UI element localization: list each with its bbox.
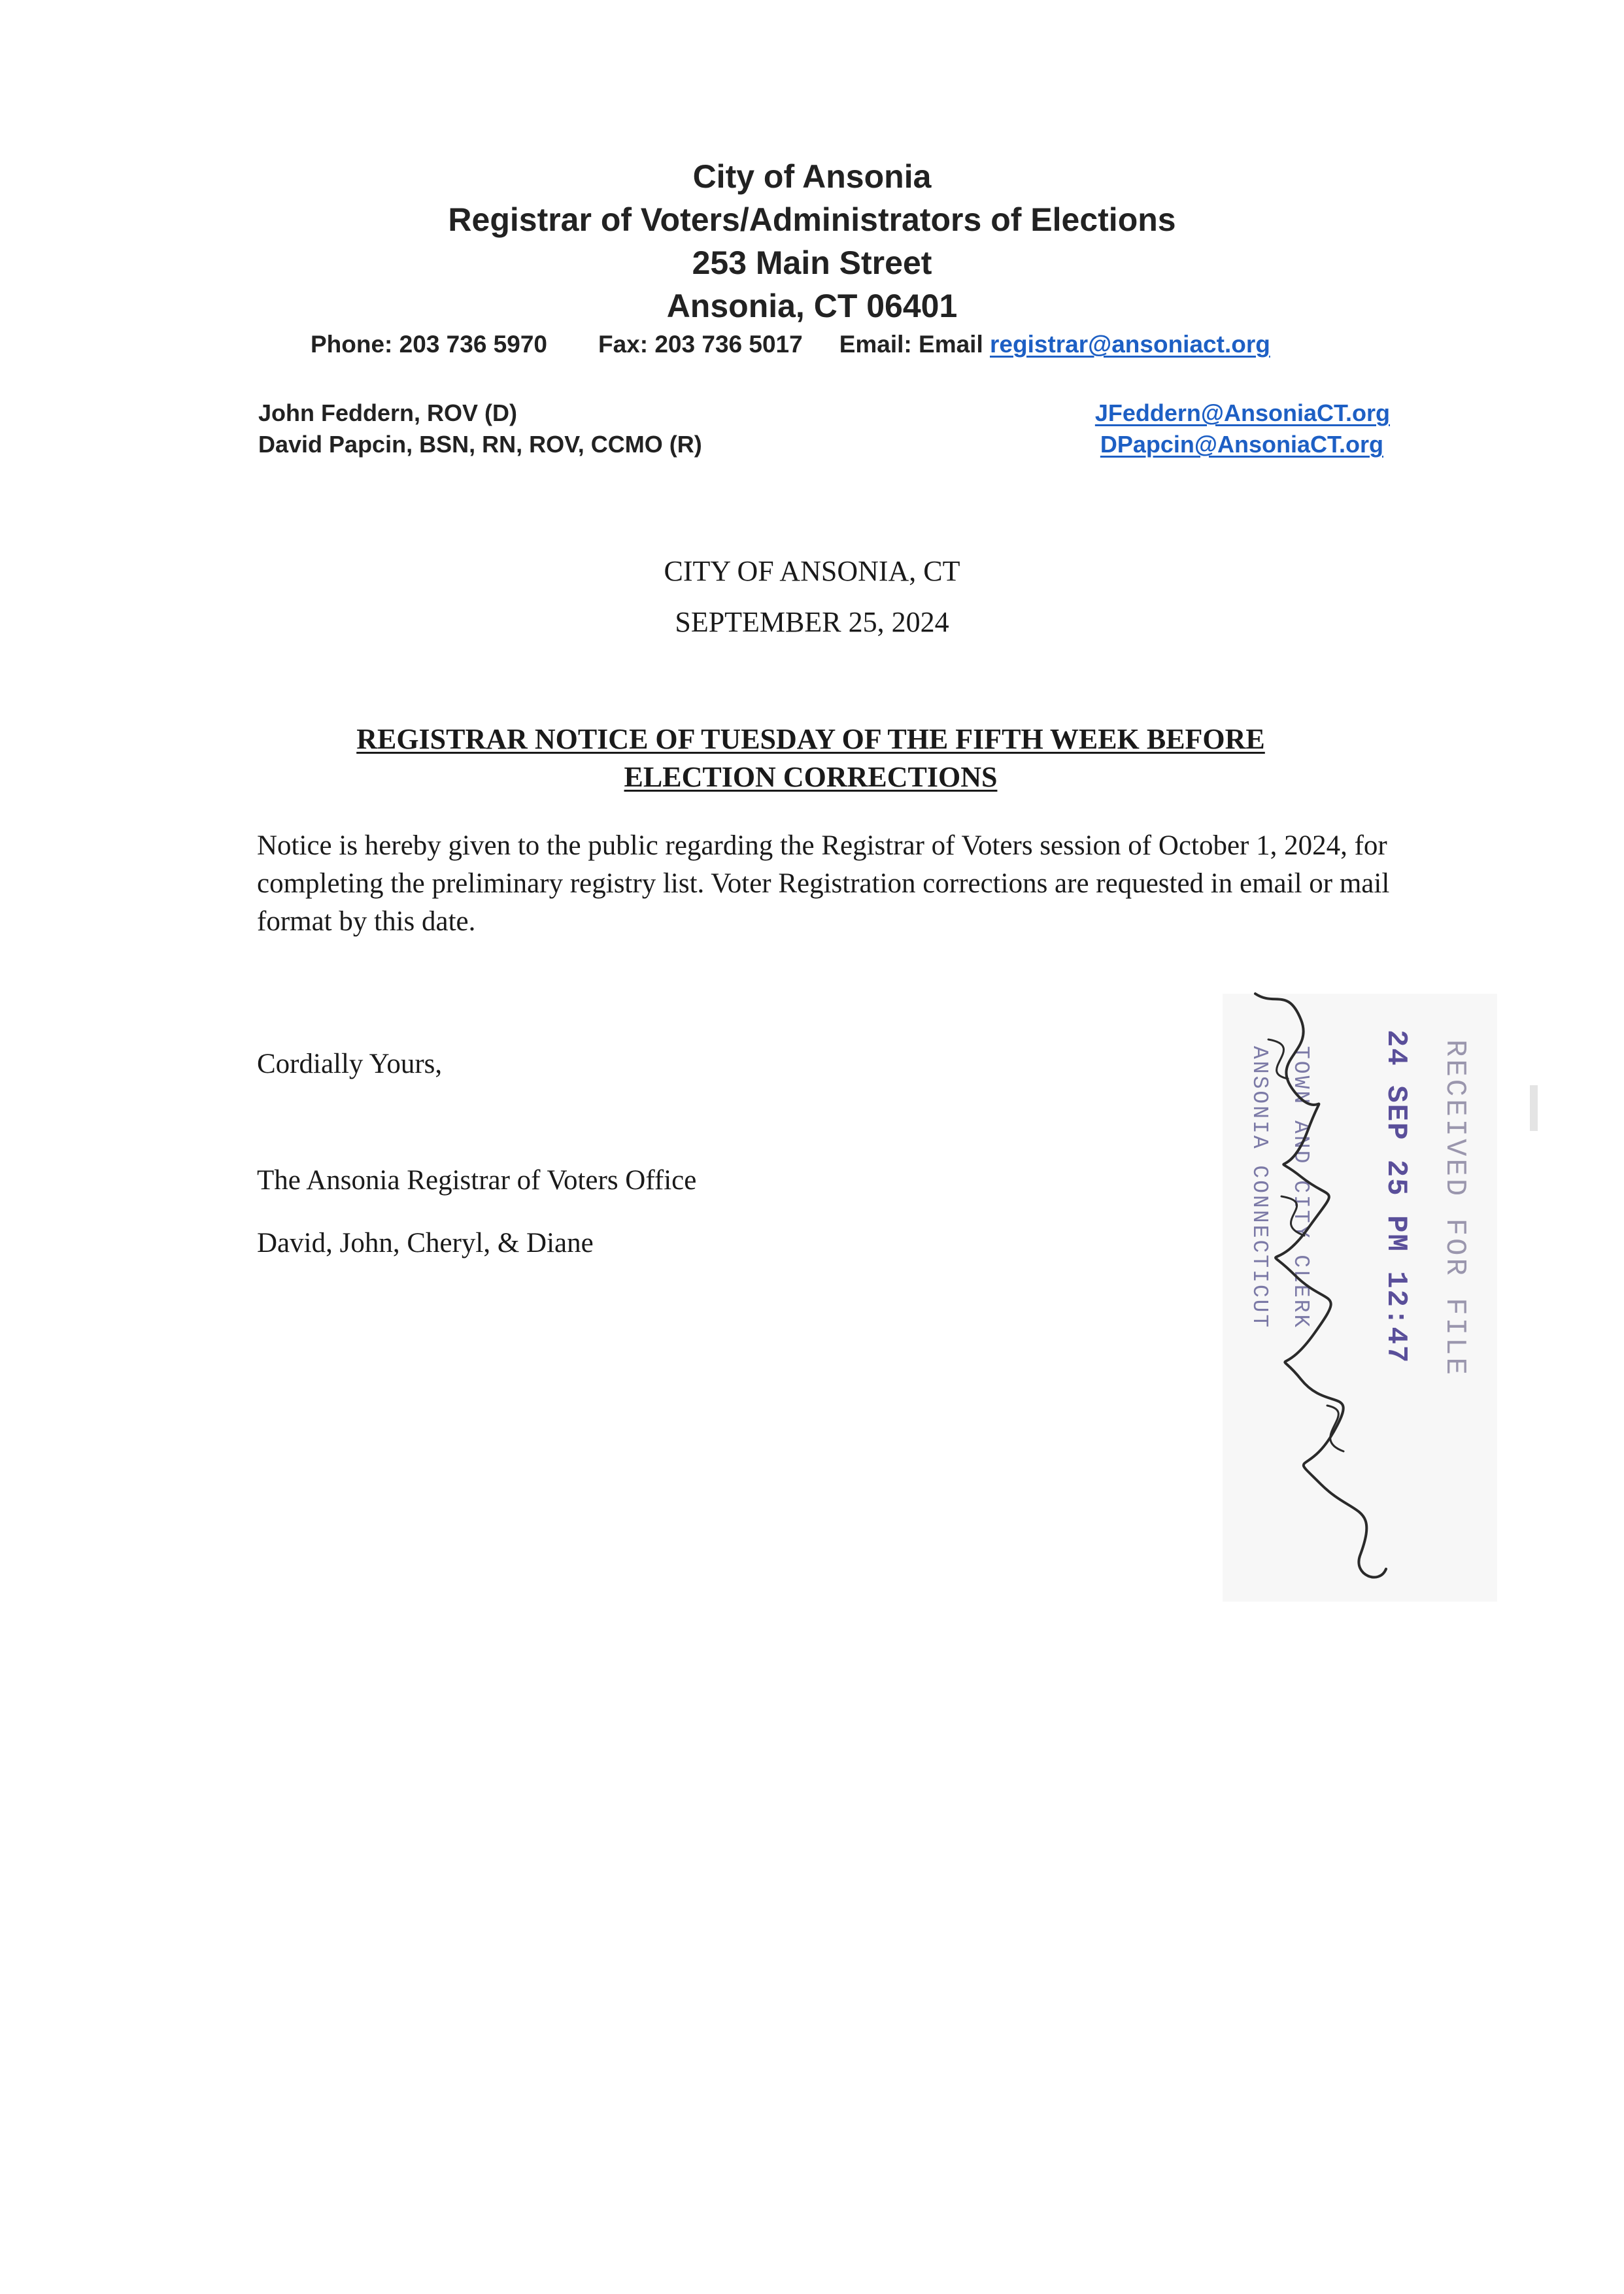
staff-name-feddern: John Feddern, ROV (D): [258, 399, 517, 426]
phone-number: Phone: 203 736 5970: [311, 331, 547, 358]
scan-mark: [1530, 1085, 1538, 1131]
notice-title-line-1: REGISTRAR NOTICE OF TUESDAY OF THE FIFTH WEEK BEFORE: [356, 723, 1265, 755]
letterhead-city-state-zip: Ansonia, CT 06401: [666, 288, 958, 324]
letterhead-street: 253 Main Street: [692, 245, 932, 281]
stamp-clerk: TOWN AND CITY CLERK: [1289, 1046, 1313, 1330]
notice-body: Notice is hereby given to the public regarding the Registrar of Voters session of October 1, 2024, for completing the preliminary registry list. Voter Registration corrections are requested in email or mail format by this date.: [257, 830, 1390, 937]
contact-line: [311, 328, 1270, 361]
letterhead-city: City of Ansonia: [692, 158, 932, 195]
email-label: Email: Email: [839, 331, 983, 358]
staff-email-feddern-link[interactable]: JFeddern@AnsoniaCT.org: [1094, 399, 1390, 426]
signature-icon: [1229, 981, 1399, 1589]
staff-name-papcin: David Papcin, BSN, RN, ROV, CCMO (R): [258, 431, 702, 458]
dateline-date: SEPTEMBER 25, 2024: [675, 606, 949, 638]
registrar-email-link[interactable]: registrar@ansoniact.org: [990, 331, 1270, 358]
stamp-city: ANSONIA CONNECTICUT: [1247, 1046, 1272, 1330]
staff-email-papcin-link[interactable]: DPapcin@AnsoniaCT.org: [1100, 431, 1383, 458]
stamp-received: RECEIVED FOR FILE: [1438, 1039, 1471, 1377]
closing-office: The Ansonia Registrar of Voters Office: [257, 1165, 697, 1196]
letterhead-office: Registrar of Voters/Administrators of Elections: [448, 201, 1176, 238]
fax-number: Fax: 203 736 5017: [598, 331, 803, 358]
dateline-place: CITY OF ANSONIA, CT: [664, 555, 960, 587]
closing-salutation: Cordially Yours,: [257, 1049, 443, 1079]
stamp-datetime: 24 SEP 25 PM 12:47: [1379, 1030, 1412, 1364]
notice-title-line-2: ELECTION CORRECTIONS: [624, 761, 998, 793]
closing-names: David, John, Cheryl, & Diane: [257, 1228, 594, 1258]
notice-title: [288, 720, 1334, 796]
